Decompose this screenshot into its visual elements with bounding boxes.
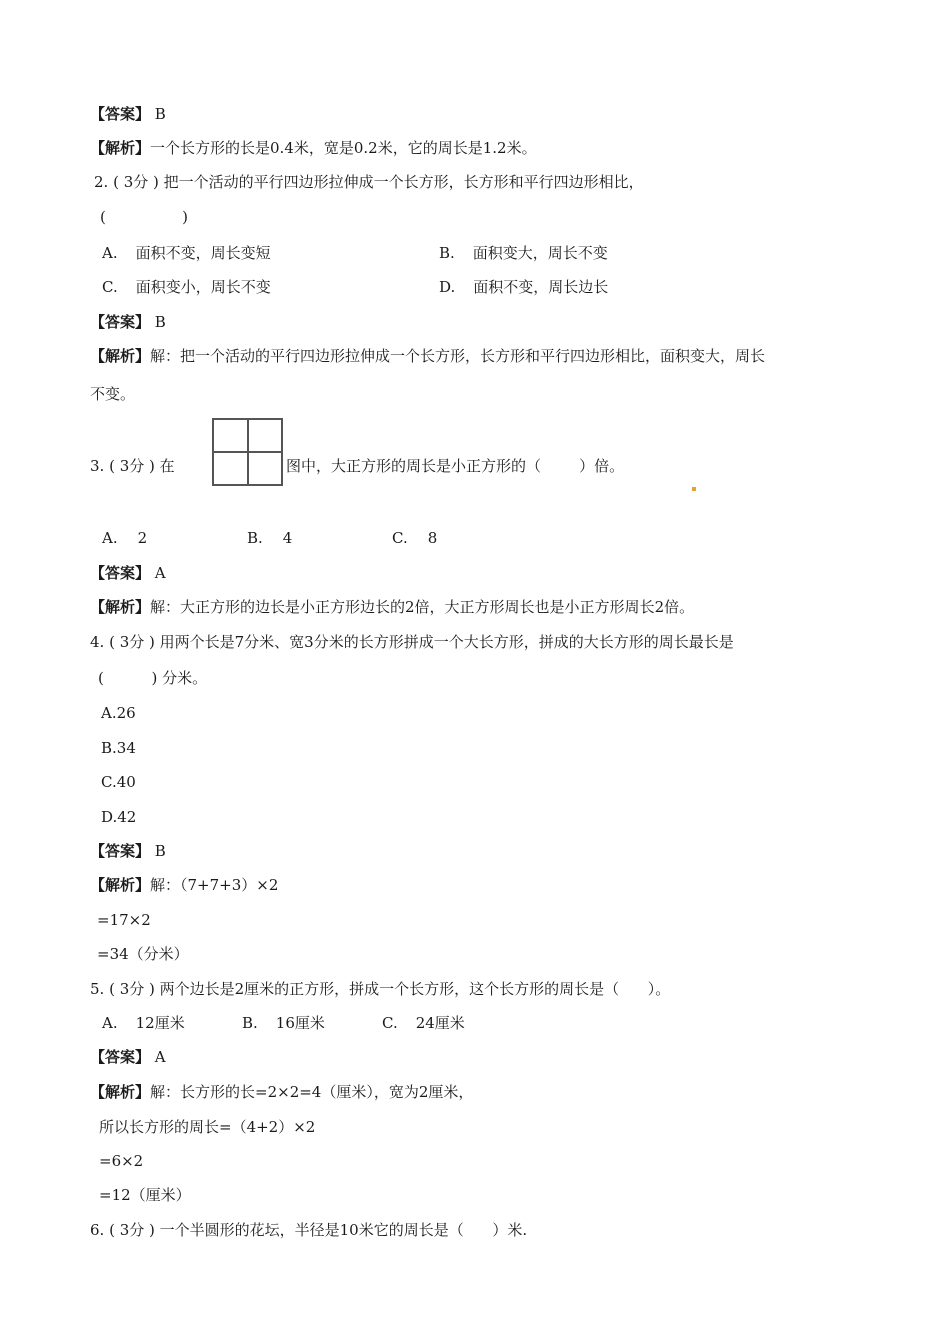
q4-option-d[interactable]: D.42	[101, 808, 137, 826]
q1-analysis: 【解析】一个长方形的长是0.4米，宽是0.2米，它的周长是1.2米。	[90, 139, 537, 157]
q2-option-c[interactable]: C. 面积变小，周长不变	[102, 278, 271, 296]
q5-option-a[interactable]: A. 12厘米	[102, 1014, 185, 1032]
q4-answer: 【答案】 B	[90, 842, 166, 860]
q2-option-b[interactable]: B. 面积变大，周长不变	[439, 244, 608, 262]
q2-stem: 2. ( 3分 ) 把一个活动的平行四边形拉伸成一个长方形，长方形和平行四边形相比，	[94, 173, 644, 191]
q3-stem-before: 3. ( 3分 ) 在	[90, 457, 175, 475]
q3-option-a[interactable]: A. 2	[102, 529, 148, 547]
q4-analysis-line3: =34（分米）	[97, 945, 189, 963]
q3-option-c[interactable]: C. 8	[392, 529, 438, 547]
q2-blank: ( )	[100, 208, 188, 226]
q5-analysis-line3: =6×2	[99, 1152, 144, 1170]
q3-answer: 【答案】 A	[90, 564, 166, 582]
q2-option-a[interactable]: A. 面积不变，周长变短	[102, 244, 271, 262]
q3-analysis: 【解析】解：大正方形的边长是小正方形边长的2倍，大正方形周长也是小正方形周长2倍。	[90, 598, 695, 616]
q2-answer: 【答案】 B	[90, 313, 166, 331]
q4-option-c[interactable]: C.40	[101, 773, 136, 791]
q5-analysis-line2: 所以长方形的周长=（4+2）×2	[99, 1118, 316, 1136]
q4-option-b[interactable]: B.34	[101, 739, 136, 757]
q6-stem: 6. ( 3分 ) 一个半圆形的花坛，半径是10米它的周长是（ ）米.	[90, 1221, 528, 1239]
q1-answer: 【答案】 B	[90, 105, 166, 123]
grid-square-figure	[212, 418, 283, 486]
q4-option-a[interactable]: A.26	[101, 704, 136, 722]
q4-stem-line2: ( ) 分米。	[98, 669, 208, 687]
q5-option-c[interactable]: C. 24厘米	[382, 1014, 465, 1032]
q5-answer: 【答案】 A	[90, 1048, 166, 1066]
q2-analysis: 【解析】解：把一个活动的平行四边形拉伸成一个长方形，长方形和平行四边形相比，面积变大，周长	[90, 347, 766, 365]
q4-analysis: 【解析】解：（7+7+3）×2	[90, 876, 279, 894]
q4-analysis-line2: =17×2	[97, 911, 151, 929]
q5-analysis: 【解析】解：长方形的长=2×2=4（厘米），宽为2厘米，	[90, 1083, 474, 1101]
q5-option-b[interactable]: B. 16厘米	[242, 1014, 325, 1032]
q2-analysis-line2: 不变。	[90, 385, 136, 403]
q5-analysis-line4: =12（厘米）	[99, 1186, 191, 1204]
q2-option-d[interactable]: D. 面积不变，周长边长	[439, 278, 609, 296]
q3-option-b[interactable]: B. 4	[247, 529, 293, 547]
decorative-dot	[692, 487, 696, 491]
q4-stem: 4. ( 3分 ) 用两个长是7分米、宽3分米的长方形拼成一个大长方形，拼成的大长方形的周长最长是	[90, 633, 734, 651]
q3-stem-after: 图中，大正方形的周长是小正方形的（ ）倍。	[286, 457, 625, 475]
q5-stem: 5. ( 3分 ) 两个边长是2厘米的正方形，拼成一个长方形，这个长方形的周长是（ ）。	[90, 980, 671, 998]
